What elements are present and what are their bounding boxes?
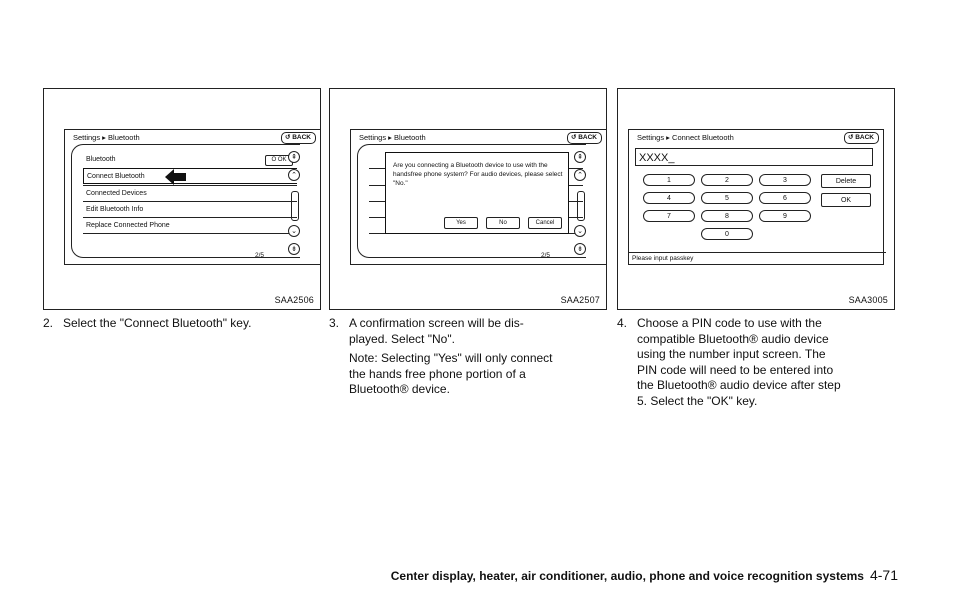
- passkey-input-screen: [628, 129, 884, 265]
- ok-badge: O OK: [265, 155, 293, 166]
- list-item-connect-bluetooth: Connect Bluetooth: [83, 168, 297, 184]
- scroll-up-icon: ⌃: [574, 169, 586, 181]
- list-item: Bluetooth O OK: [83, 152, 297, 168]
- figure-code: SAA2507: [560, 295, 600, 305]
- scroll-bottom-icon: ⇟: [288, 243, 300, 255]
- list-item: Edit Bluetooth Info: [83, 201, 297, 217]
- figure-saa2507: [329, 88, 607, 310]
- screen-title: Settings ▸ Connect Bluetooth: [637, 133, 734, 142]
- ok-key: OK: [821, 193, 871, 207]
- bluetooth-confirm-screen: [350, 129, 607, 265]
- pointer-arrow-icon: [165, 169, 187, 185]
- page-indicator: 2/5: [255, 252, 265, 259]
- back-button: ↺ BACK: [567, 132, 602, 144]
- yes-button: Yes: [444, 217, 478, 229]
- list-item: Replace Connected Phone: [83, 217, 297, 233]
- figure-saa3005: [617, 88, 895, 310]
- page-indicator: 2/5: [541, 252, 551, 259]
- key-5: 5: [701, 192, 753, 204]
- key-8: 8: [701, 210, 753, 222]
- key-7: 7: [643, 210, 695, 222]
- no-button: No: [486, 217, 520, 229]
- cancel-button: Cancel: [528, 217, 562, 229]
- delete-key: Delete: [821, 174, 871, 188]
- step-3: 3. A confirmation screen will be dis- played. Select "No". Note: Selecting "Yes" will only connect the hands free phone portion of a Bluetooth® device.: [329, 316, 553, 396]
- scroll-up-icon: ⌃: [288, 169, 300, 181]
- key-1: 1: [643, 174, 695, 186]
- confirmation-dialog: [385, 152, 569, 234]
- step-4: 4. Choose a PIN code to use with the compatible Bluetooth® audio device using the number input screen. The PIN code will need to be entered into the Bluetooth® audio device after step 5. Select the "OK" key.: [617, 316, 841, 408]
- scroll-top-icon: ⇞: [574, 151, 586, 163]
- step-number: 3.: [329, 316, 340, 330]
- key-9: 9: [759, 210, 811, 222]
- passkey-entry: XXXX_: [635, 148, 873, 166]
- scroll-bar: [291, 191, 299, 221]
- scroll-bottom-icon: ⇟: [574, 243, 586, 255]
- screen-title: Settings ▸ Bluetooth: [359, 133, 426, 142]
- passkey-prompt: Please input passkey: [629, 252, 886, 264]
- scroll-down-icon: ⌄: [574, 225, 586, 237]
- scroll-bar: [577, 191, 585, 221]
- step-2: [43, 316, 323, 332]
- dialog-message: Are you connecting a Bluetooth device to use with the handsfree phone system? For audio devices, please select "No.": [393, 162, 563, 187]
- footer-section-title: Center display, heater, air conditioner, audio, phone and voice recognition systems: [390, 569, 864, 583]
- step-number: 4.: [617, 316, 628, 330]
- back-arrow-icon: ↺: [847, 134, 854, 141]
- list-divider: [83, 233, 297, 249]
- key-3: 3: [759, 174, 811, 186]
- scroll-down-icon: ⌄: [288, 225, 300, 237]
- list-divider: [369, 233, 583, 249]
- step-number: 2.: [43, 316, 54, 330]
- key-4: 4: [643, 192, 695, 204]
- figure-saa2506: [43, 88, 321, 310]
- page-footer: [391, 567, 898, 583]
- list-item: Connected Devices: [83, 185, 297, 201]
- back-arrow-icon: ↺: [284, 134, 291, 141]
- key-6: 6: [759, 192, 811, 204]
- side-scroll-controls: [288, 151, 302, 255]
- key-0: 0: [701, 228, 753, 240]
- back-button: ↺ BACK: [281, 132, 316, 144]
- key-2: 2: [701, 174, 753, 186]
- scroll-top-icon: ⇞: [288, 151, 300, 163]
- figure-code: SAA3005: [848, 295, 888, 305]
- screen-title: Settings ▸ Bluetooth: [73, 133, 140, 142]
- bluetooth-settings-screen: [64, 129, 321, 265]
- step-text: Select the "Connect Bluetooth" key.: [63, 316, 252, 330]
- page-number: 4-71: [869, 567, 898, 583]
- back-button: ↺ BACK: [844, 132, 879, 144]
- figure-code: SAA2506: [274, 295, 314, 305]
- side-scroll-controls: [574, 151, 588, 255]
- back-arrow-icon: ↺: [570, 134, 577, 141]
